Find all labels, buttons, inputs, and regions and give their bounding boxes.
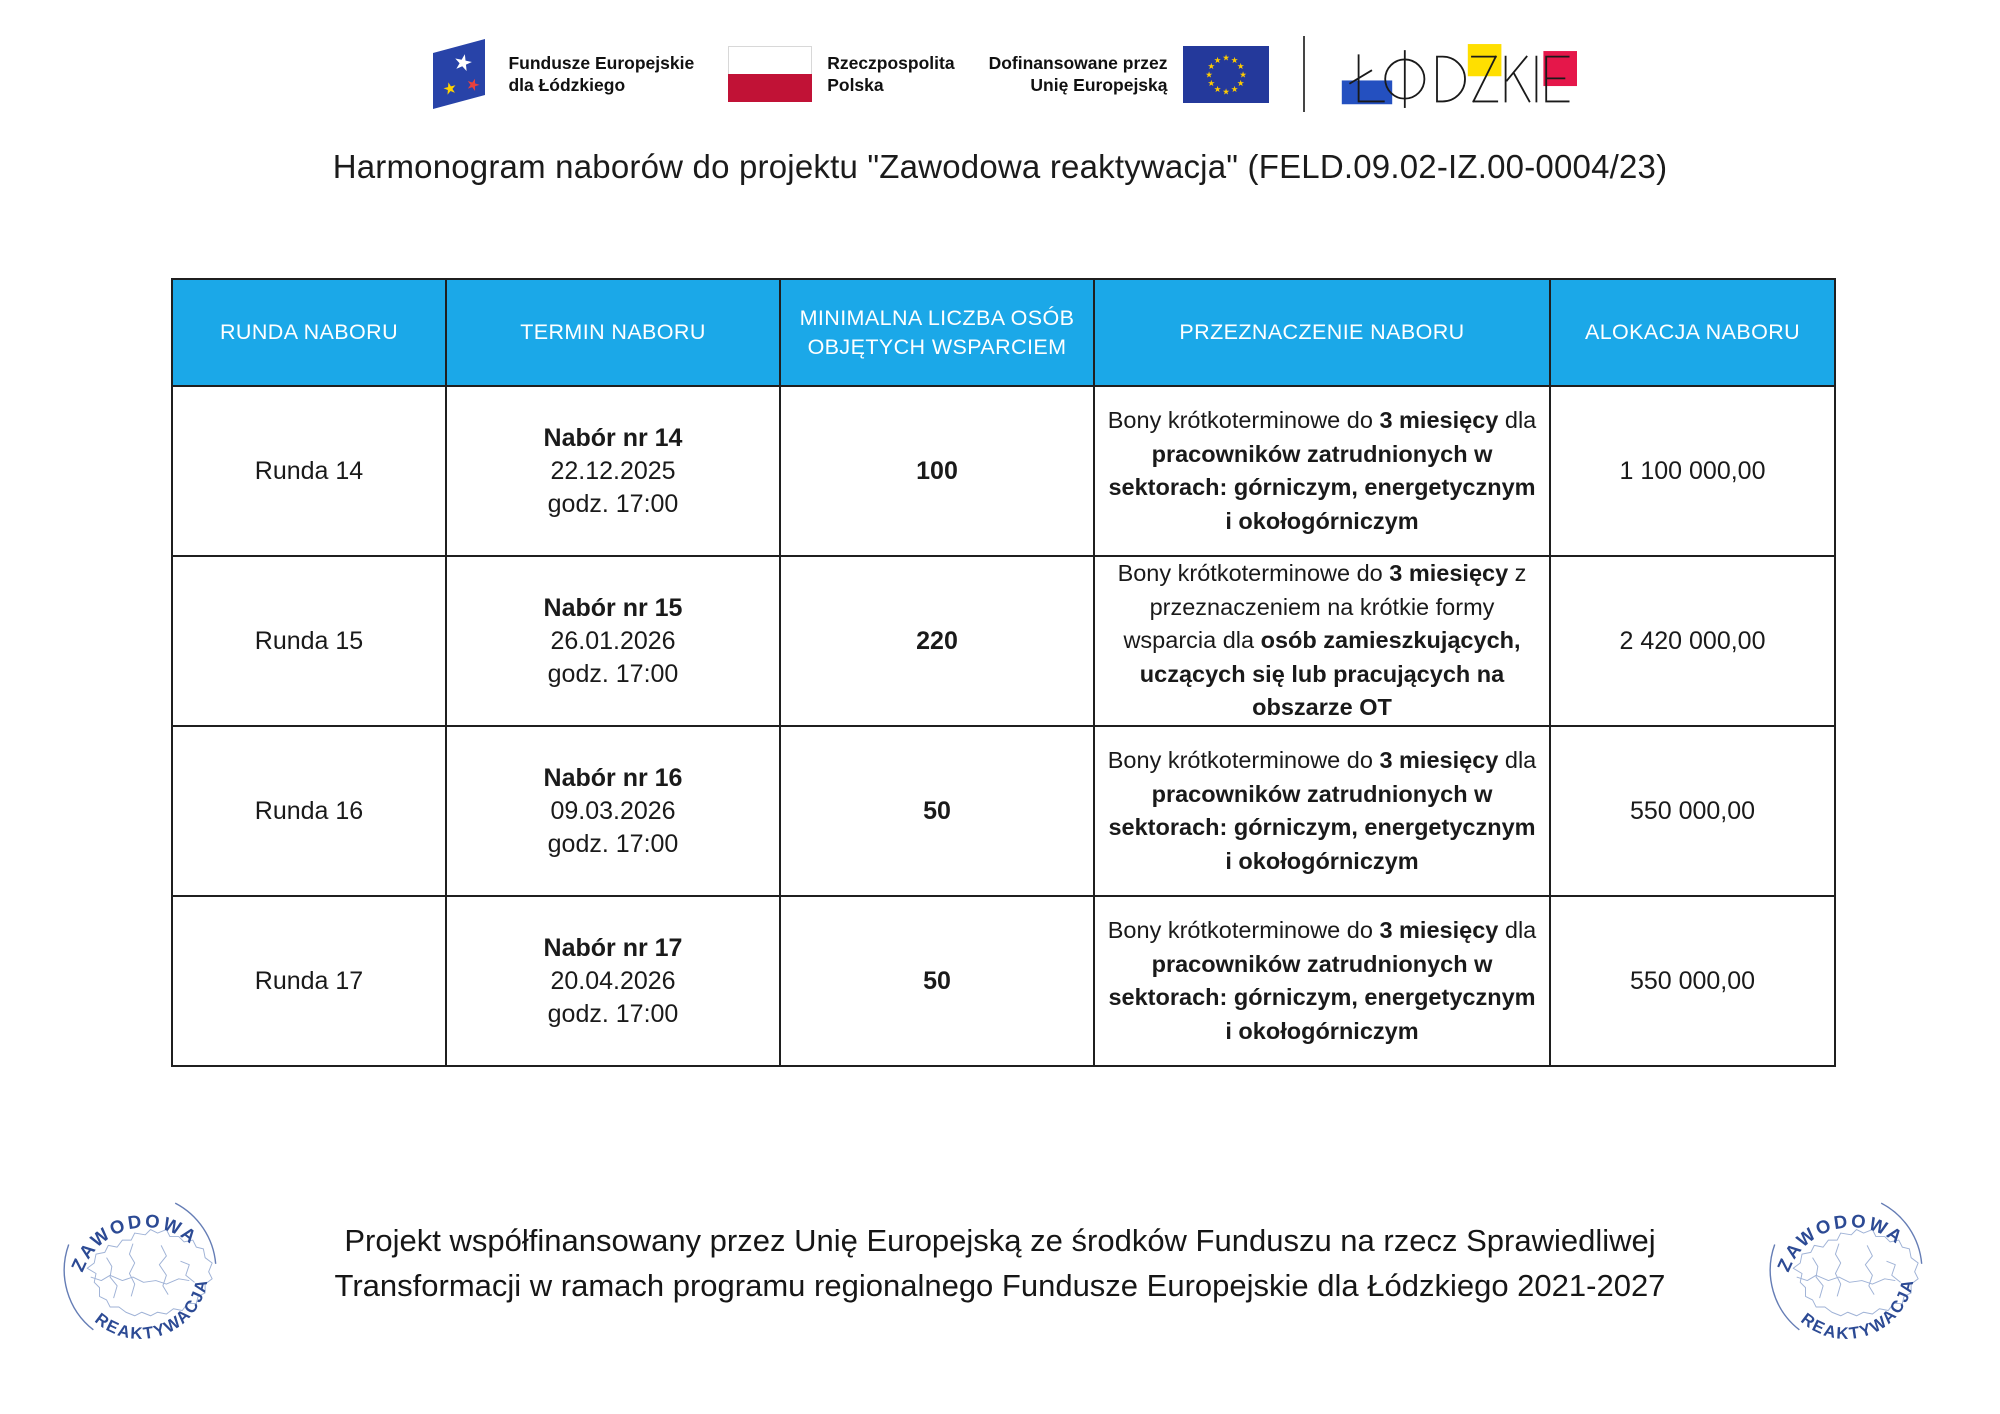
svg-text:★: ★ <box>1221 86 1230 96</box>
cell-runda: Runda 17 <box>172 896 446 1066</box>
table-body <box>172 386 1835 1066</box>
svg-text:★: ★ <box>451 48 476 77</box>
termin-nabor: Nabór nr 14 <box>543 423 683 452</box>
footer-line1: Projekt współfinansowany przez Unię Europejską ze środków Funduszu na rzecz Sprawiedliwej <box>344 1223 1656 1258</box>
termin-nabor: Nabór nr 16 <box>543 763 683 792</box>
zawodowa-reaktywacja-logo-right <box>1758 1180 1934 1360</box>
svg-text:★: ★ <box>463 75 483 96</box>
cell-przeznaczenie: Bony krótkoterminowe do 3 miesięcy dla pracowników zatrudnionych w sektorach: górniczym, energetycznym i okołogórniczym <box>1094 386 1550 556</box>
svg-text:★: ★ <box>1230 83 1238 94</box>
footer-note <box>0 1218 2000 1308</box>
brand-bar <box>0 36 2000 112</box>
table-row <box>172 556 1835 726</box>
termin-data: 09.03.2026 <box>550 796 676 825</box>
termin-data: 20.04.2026 <box>550 966 676 995</box>
eu-funding-line1: Dofinansowane przez <box>988 52 1168 73</box>
pl-label-line2: Polska <box>827 75 884 95</box>
cell-przeznaczenie: Bony krótkoterminowe do 3 miesięcy z przeznaczeniem na krótkie formy wsparcia dla osób zamieszkujących, uczących się lub pracujących na obszarze OT <box>1094 556 1550 726</box>
cell-przeznaczenie: Bony krótkoterminowe do 3 miesięcy dla pracowników zatrudnionych w sektorach: górniczym, energetycznym i okołogórniczym <box>1094 726 1550 896</box>
column-header-3: PRZEZNACZENIE NABORU <box>1094 279 1550 386</box>
termin-godz: godz. 17:00 <box>547 999 679 1028</box>
fe-flag-icon <box>423 37 493 111</box>
eu-funding-group <box>989 46 1269 103</box>
cell-alokacja: 1 100 000,00 <box>1550 386 1835 556</box>
page-title: Harmonogram naborów do projektu "Zawodowa reaktywacja" (FELD.09.02-IZ.00-0004/23) <box>332 148 1668 185</box>
svg-text:★: ★ <box>1238 69 1247 79</box>
svg-text:★: ★ <box>1236 60 1245 71</box>
table-row <box>172 386 1835 556</box>
svg-text:★: ★ <box>1230 54 1238 65</box>
cell-termin <box>446 386 780 556</box>
cell-przeznaczenie: Bony krótkoterminowe do 3 miesięcy dla pracowników zatrudnionych w sektorach: górniczym, energetycznym i okołogórniczym <box>1094 896 1550 1066</box>
fe-logo-label <box>508 52 694 97</box>
eu-funding-label <box>989 52 1168 97</box>
poland-flag-icon <box>728 46 812 102</box>
svg-text:★: ★ <box>1213 54 1221 65</box>
zawodowa-reaktywacja-logo-left <box>52 1180 228 1360</box>
termin-godz: godz. 17:00 <box>547 489 679 518</box>
cell-termin <box>446 726 780 896</box>
fe-label-line1: Fundusze Europejskie <box>508 52 695 73</box>
termin-nabor: Nabór nr 17 <box>543 933 683 962</box>
fe-logo-group <box>423 37 694 111</box>
cell-alokacja: 550 000,00 <box>1550 896 1835 1066</box>
cell-min-osob: 50 <box>780 896 1094 1066</box>
cell-runda: Runda 14 <box>172 386 446 556</box>
column-header-2: MINIMALNA LICZBA OSÓB OBJĘTYCH WSPARCIEM <box>780 279 1094 386</box>
table-head <box>172 279 1835 386</box>
svg-text:★: ★ <box>441 79 460 100</box>
svg-text:★: ★ <box>1221 52 1230 62</box>
header-row <box>172 279 1835 386</box>
cell-alokacja: 2 420 000,00 <box>1550 556 1835 726</box>
svg-text:★: ★ <box>1236 77 1245 88</box>
eu-funding-line2: Unię Europejską <box>1030 75 1168 95</box>
svg-text:★: ★ <box>1207 77 1215 88</box>
column-header-1: TERMIN NABORU <box>446 279 780 386</box>
termin-nabor: Nabór nr 15 <box>543 593 683 622</box>
svg-text:★: ★ <box>1207 60 1215 71</box>
cell-min-osob: 220 <box>780 556 1094 726</box>
termin-godz: godz. 17:00 <box>547 829 679 858</box>
pl-logo-group <box>728 46 954 102</box>
column-header-4: ALOKACJA NABORU <box>1550 279 1835 386</box>
cell-alokacja: 550 000,00 <box>1550 726 1835 896</box>
termin-data: 26.01.2026 <box>550 626 676 655</box>
column-header-0: RUNDA NABORU <box>172 279 446 386</box>
cell-termin <box>446 556 780 726</box>
pl-label-line1: Rzeczpospolita <box>827 52 955 73</box>
footer-line2: Transformacji w ramach programu regionalnego Fundusze Europejskie dla Łódzkiego 2021-2027 <box>334 1268 1666 1303</box>
lodzkie-logo <box>1339 41 1577 108</box>
svg-text:★: ★ <box>1213 83 1221 94</box>
schedule-table <box>171 278 1836 1067</box>
fe-label-line2: dla Łódzkiego <box>508 75 626 95</box>
svg-text:★: ★ <box>1204 69 1213 79</box>
cell-runda: Runda 15 <box>172 556 446 726</box>
brand-bar-divider <box>1303 36 1305 112</box>
termin-godz: godz. 17:00 <box>547 659 679 688</box>
table-row <box>172 896 1835 1066</box>
cell-termin <box>446 896 780 1066</box>
eu-flag-icon <box>1183 46 1269 103</box>
cell-min-osob: 50 <box>780 726 1094 896</box>
table-row <box>172 726 1835 896</box>
termin-data: 22.12.2025 <box>550 456 676 485</box>
cell-min-osob: 100 <box>780 386 1094 556</box>
pl-logo-label <box>827 52 954 97</box>
cell-runda: Runda 16 <box>172 726 446 896</box>
